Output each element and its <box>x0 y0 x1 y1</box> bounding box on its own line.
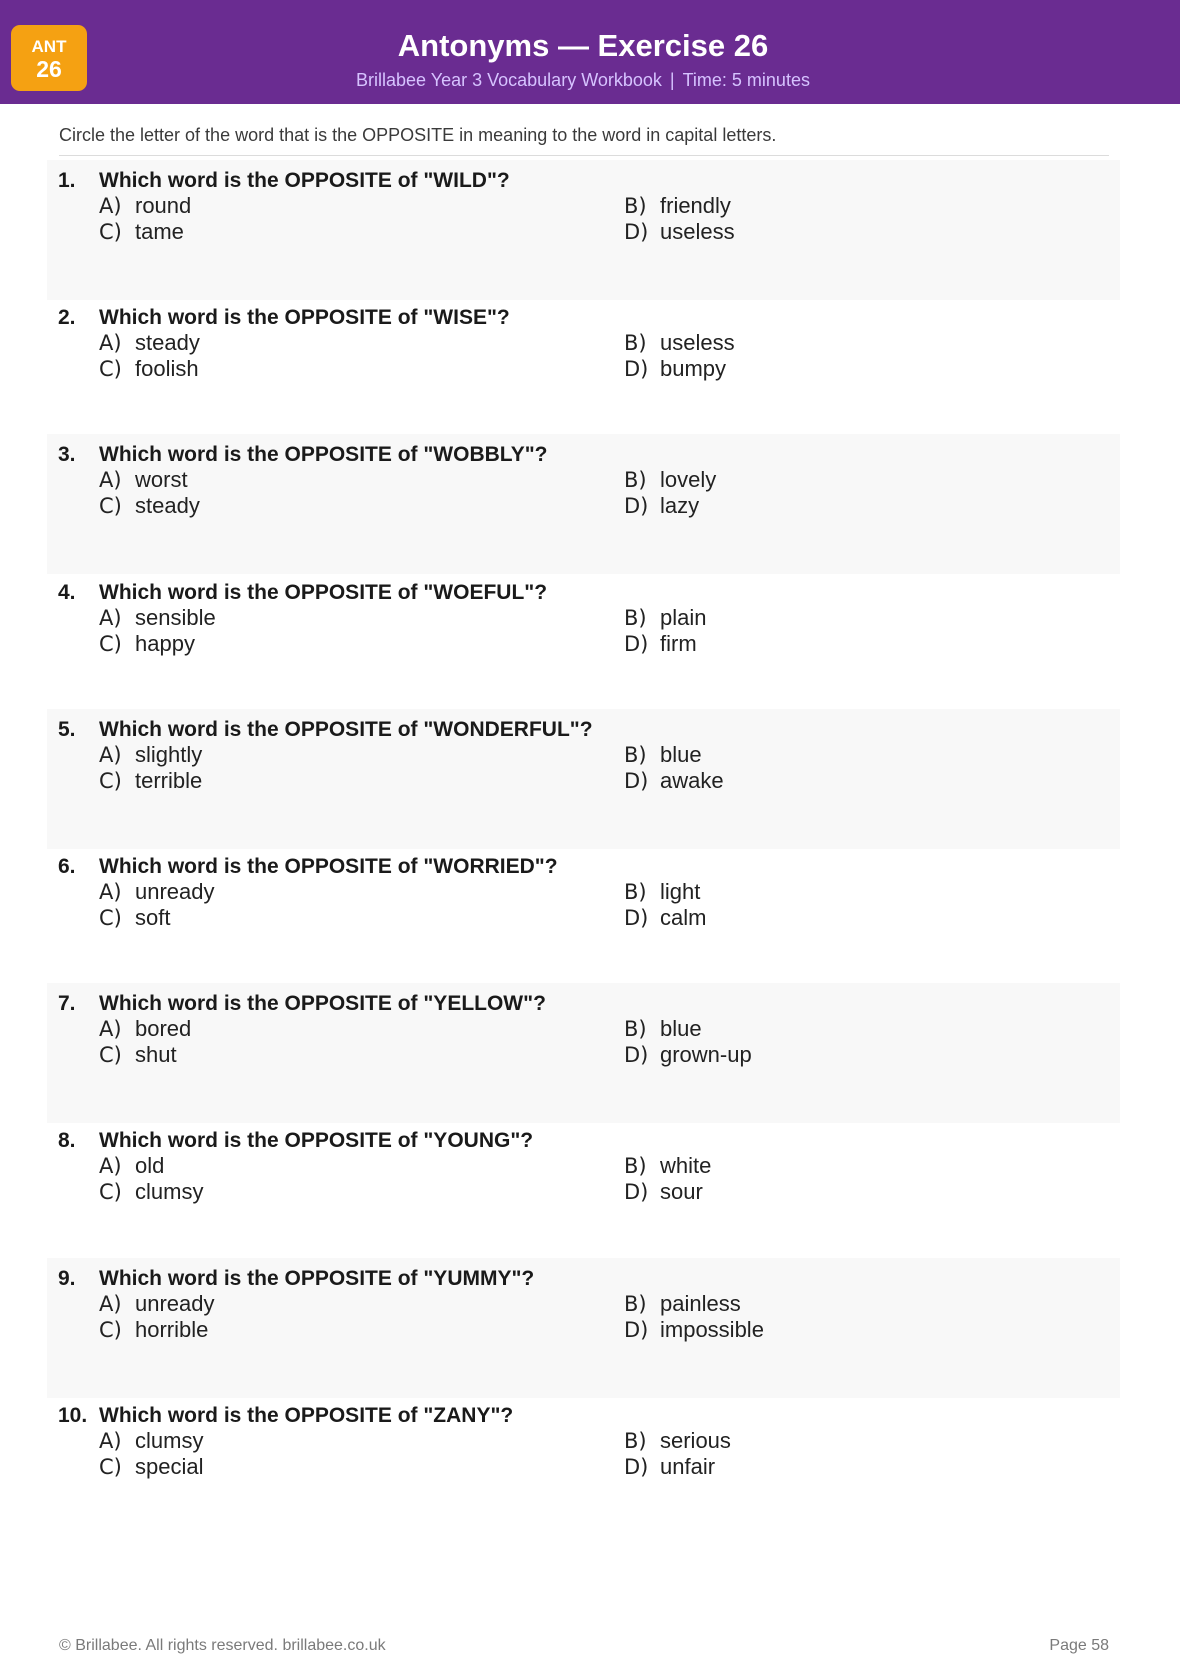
option-d[interactable] <box>624 767 724 795</box>
option-d[interactable] <box>624 904 706 932</box>
option-b[interactable] <box>624 192 731 220</box>
option-letter: A) <box>99 1292 122 1316</box>
option-b[interactable] <box>624 1290 741 1318</box>
option-b[interactable] <box>624 604 706 632</box>
option-letter: D) <box>624 220 649 244</box>
option-d[interactable] <box>624 355 726 383</box>
option-letter: B) <box>624 606 647 630</box>
option-word: bored <box>135 1016 192 1041</box>
question-text: Which word is the OPPOSITE of "WISE"? <box>99 306 510 329</box>
question-text: Which word is the OPPOSITE of "WILD"? <box>99 169 510 192</box>
question-block <box>47 297 1120 437</box>
question-text: Which word is the OPPOSITE of "WONDERFUL"? <box>99 718 593 741</box>
option-a[interactable] <box>99 878 215 906</box>
option-word: impossible <box>660 1317 764 1342</box>
option-letter: D) <box>624 1043 649 1067</box>
question-block <box>47 846 1120 986</box>
option-letter: D) <box>624 769 649 793</box>
option-b[interactable] <box>624 1015 702 1043</box>
footer-page-number: Page 58 <box>1049 1637 1109 1654</box>
option-word: sour <box>660 1179 703 1204</box>
option-a[interactable] <box>99 466 188 494</box>
option-word: terrible <box>135 768 203 793</box>
option-letter: D) <box>624 632 649 656</box>
question-block <box>47 709 1120 849</box>
option-c[interactable] <box>99 630 195 658</box>
subtitle-separator: | <box>669 70 675 90</box>
option-word: white <box>660 1153 712 1178</box>
question-number: 4. <box>58 581 76 604</box>
option-word: lazy <box>660 493 700 518</box>
option-letter: D) <box>624 906 649 930</box>
option-word: foolish <box>135 356 199 381</box>
question-text: Which word is the OPPOSITE of "YELLOW"? <box>99 992 546 1015</box>
option-b[interactable] <box>624 878 700 906</box>
option-letter: C) <box>99 906 122 930</box>
badge-number: 26 <box>36 56 62 82</box>
option-letter: C) <box>99 632 122 656</box>
option-a[interactable] <box>99 192 191 220</box>
option-c[interactable] <box>99 492 200 520</box>
option-word: lovely <box>660 467 717 492</box>
header-bar <box>0 0 1180 104</box>
option-letter: B) <box>624 1154 647 1178</box>
option-letter: A) <box>99 331 122 355</box>
option-c[interactable] <box>99 1178 203 1206</box>
option-a[interactable] <box>99 329 200 357</box>
option-letter: B) <box>624 194 647 218</box>
option-a[interactable] <box>99 1152 164 1180</box>
question-block <box>47 160 1120 300</box>
option-b[interactable] <box>624 466 716 494</box>
option-word: useless <box>660 219 735 244</box>
option-a[interactable] <box>99 1427 203 1455</box>
question-text: Which word is the OPPOSITE of "YOUNG"? <box>99 1129 534 1152</box>
question-text: Which word is the OPPOSITE of "WORRIED"? <box>99 855 558 878</box>
option-letter: B) <box>624 331 647 355</box>
question-number: 6. <box>58 855 76 878</box>
question-number: 1. <box>58 169 76 192</box>
option-word: awake <box>660 768 724 793</box>
instructions: Circle the letter of the word that is the OPPOSITE in meaning to the word in capital letters. <box>59 122 1109 156</box>
option-a[interactable] <box>99 1015 191 1043</box>
option-word: clumsy <box>135 1179 204 1204</box>
option-letter: D) <box>624 494 649 518</box>
option-word: clumsy <box>135 1428 204 1453</box>
option-letter: A) <box>99 743 122 767</box>
option-word: round <box>135 193 192 218</box>
option-word: blue <box>660 742 702 767</box>
option-d[interactable] <box>624 218 735 246</box>
question-number: 9. <box>58 1267 76 1290</box>
option-letter: C) <box>99 1043 122 1067</box>
option-word: unready <box>135 1291 215 1316</box>
option-word: special <box>135 1454 204 1479</box>
option-letter: C) <box>99 769 122 793</box>
option-b[interactable] <box>624 1152 711 1180</box>
question-number: 3. <box>58 443 76 466</box>
option-word: slightly <box>135 742 203 767</box>
page-title: Antonyms — Exercise 26 <box>397 28 769 63</box>
option-b[interactable] <box>624 329 735 357</box>
option-word: sensible <box>135 605 216 630</box>
option-word: unready <box>135 879 215 904</box>
question-number: 5. <box>58 718 76 741</box>
option-word: useless <box>660 330 735 355</box>
option-d[interactable] <box>624 630 697 658</box>
question-block <box>47 572 1120 712</box>
option-word: bumpy <box>660 356 727 381</box>
option-word: worst <box>135 467 188 492</box>
option-c[interactable] <box>99 218 184 246</box>
option-c[interactable] <box>99 1453 203 1481</box>
option-d[interactable] <box>624 1316 764 1344</box>
option-letter: A) <box>99 1017 122 1041</box>
option-word: steady <box>135 330 200 355</box>
subtitle-time: Time: 5 minutes <box>682 70 810 90</box>
option-word: firm <box>660 631 697 656</box>
option-letter: C) <box>99 1455 122 1479</box>
question-text: Which word is the OPPOSITE of "ZANY"? <box>99 1404 514 1427</box>
question-block <box>47 434 1120 574</box>
option-letter: A) <box>99 880 122 904</box>
option-letter: C) <box>99 357 122 381</box>
badge-label: ANT <box>31 37 67 56</box>
option-letter: C) <box>99 1180 122 1204</box>
question-text: Which word is the OPPOSITE of "WOBBLY"? <box>99 443 548 466</box>
option-a[interactable] <box>99 604 216 632</box>
option-word: plain <box>660 605 707 630</box>
option-letter: D) <box>624 1318 649 1342</box>
option-letter: B) <box>624 1017 647 1041</box>
option-d[interactable] <box>624 492 699 520</box>
option-letter: B) <box>624 468 647 492</box>
option-d[interactable] <box>624 1041 752 1069</box>
option-word: calm <box>660 905 707 930</box>
option-letter: D) <box>624 1180 649 1204</box>
option-word: horrible <box>135 1317 209 1342</box>
option-c[interactable] <box>99 767 202 795</box>
option-letter: B) <box>624 1292 647 1316</box>
option-b[interactable] <box>624 741 702 769</box>
option-letter: D) <box>624 357 649 381</box>
question-block <box>47 1120 1120 1260</box>
footer-copyright: © Brillabee. All rights reserved. brillabee.co.uk <box>59 1637 386 1654</box>
option-word: friendly <box>660 193 731 218</box>
option-word: grown-up <box>660 1042 752 1067</box>
option-letter: A) <box>99 1154 122 1178</box>
option-letter: B) <box>624 1429 647 1453</box>
option-b[interactable] <box>624 1427 731 1455</box>
option-word: old <box>135 1153 165 1178</box>
option-d[interactable] <box>624 1178 703 1206</box>
option-c[interactable] <box>99 904 170 932</box>
option-word: painless <box>660 1291 741 1316</box>
page-subtitle <box>0 67 1166 93</box>
question-text: Which word is the OPPOSITE of "YUMMY"? <box>99 1267 535 1290</box>
question-text: Which word is the OPPOSITE of "WOEFUL"? <box>99 581 548 604</box>
option-letter: C) <box>99 220 122 244</box>
option-word: unfair <box>660 1454 716 1479</box>
option-letter: A) <box>99 194 122 218</box>
option-c[interactable] <box>99 1316 208 1344</box>
question-number: 10. <box>58 1404 88 1427</box>
option-word: soft <box>135 905 171 930</box>
option-word: steady <box>135 493 200 518</box>
option-a[interactable] <box>99 741 202 769</box>
option-word: light <box>660 879 701 904</box>
option-word: blue <box>660 1016 702 1041</box>
question-block <box>47 1395 1120 1535</box>
option-letter: A) <box>99 468 122 492</box>
option-letter: C) <box>99 494 122 518</box>
question-number: 7. <box>58 992 76 1015</box>
option-c[interactable] <box>99 355 199 383</box>
option-d[interactable] <box>624 1453 715 1481</box>
question-number: 8. <box>58 1129 76 1152</box>
question-block <box>47 1258 1120 1398</box>
option-letter: A) <box>99 606 122 630</box>
option-word: shut <box>135 1042 177 1067</box>
option-word: tame <box>135 219 184 244</box>
option-letter: D) <box>624 1455 649 1479</box>
option-a[interactable] <box>99 1290 215 1318</box>
question-block <box>47 983 1120 1123</box>
option-letter: A) <box>99 1429 122 1453</box>
option-letter: B) <box>624 880 647 904</box>
option-letter: B) <box>624 743 647 767</box>
subtitle-book: Brillabee Year 3 Vocabulary Workbook <box>356 70 662 90</box>
option-word: serious <box>660 1428 731 1453</box>
option-c[interactable] <box>99 1041 177 1069</box>
option-letter: C) <box>99 1318 122 1342</box>
question-number: 2. <box>58 306 76 329</box>
option-word: happy <box>135 631 195 656</box>
